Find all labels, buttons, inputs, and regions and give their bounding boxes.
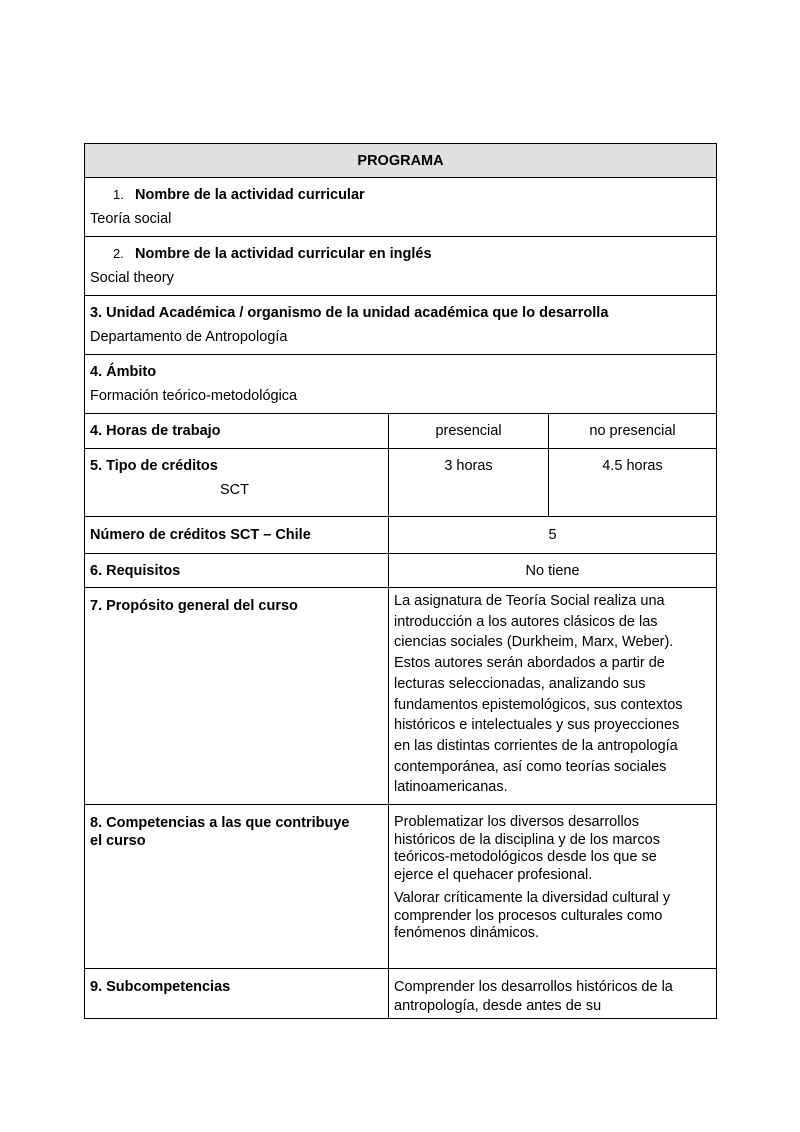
credits-type-label: 5. Tipo de créditos <box>90 458 218 474</box>
competency-line: Valorar críticamente la diversidad cultural y <box>394 890 671 906</box>
competency-line: Problematizar los diversos desarrollos <box>394 814 639 830</box>
section-2-heading <box>90 237 711 263</box>
purpose-row <box>85 588 717 805</box>
section-4-title: 4. Ámbito <box>90 364 157 380</box>
hours-row <box>85 414 717 449</box>
purpose-line: latinoamericanas. <box>394 779 508 796</box>
purpose-text <box>389 588 717 805</box>
section-1-heading <box>90 178 711 204</box>
requirements-label: 6. Requisitos <box>85 554 389 588</box>
program-title: PROGRAMA <box>85 144 717 178</box>
purpose-label: 7. Propósito general del curso <box>85 588 389 805</box>
section-1-row <box>85 178 717 237</box>
requirements-row <box>85 554 717 588</box>
credits-type-row <box>85 449 717 517</box>
purpose-line: ciencias sociales (Durkheim, Marx, Weber). <box>394 634 674 651</box>
section-2-number: 2. <box>113 246 124 261</box>
competency-line: ejerce el quehacer profesional. <box>394 866 593 883</box>
program-document <box>84 143 716 1019</box>
competencies-text <box>389 805 717 969</box>
section-3-row <box>85 296 717 355</box>
credits-number-row <box>85 517 717 554</box>
competencies-label <box>85 805 389 969</box>
purpose-line: en las distintas corrientes de la antropología <box>394 737 678 754</box>
section-3-value: Departamento de Antropología <box>90 329 288 345</box>
section-2-title: Nombre de la actividad curricular en inglés <box>135 246 432 262</box>
purpose-line: La asignatura de Teoría Social realiza una <box>394 593 665 609</box>
competency-line: teóricos-metodológicos desde los que se <box>394 849 657 865</box>
subcompetencies-line: antropología, desde antes de su <box>394 998 602 1014</box>
purpose-line: Estos autores serán abordados a partir de <box>394 655 665 672</box>
credits-presencial-value: 3 horas <box>389 449 549 517</box>
hours-no-presencial-header: no presencial <box>549 414 717 449</box>
section-4-row <box>85 355 717 414</box>
hours-label: 4. Horas de trabajo <box>85 414 389 449</box>
section-4-value: Formación teórico-metodológica <box>90 388 298 404</box>
competencies-row <box>85 805 717 969</box>
competency-item <box>394 805 711 884</box>
section-1-value: Teoría social <box>90 211 172 227</box>
purpose-line: introducción a los autores clásicos de las <box>394 613 658 630</box>
section-1-title: Nombre de la actividad curricular <box>135 187 365 203</box>
purpose-line: históricos e intelectuales y sus proyecciones <box>394 717 680 734</box>
competency-line: comprender los procesos culturales como <box>394 907 663 924</box>
subcompetencies-label: 9. Subcompetencias <box>85 969 389 1019</box>
competency-line: históricos de la disciplina y de los marcos <box>394 831 660 848</box>
subcompetencies-text <box>389 969 717 1019</box>
requirements-value: No tiene <box>389 554 717 588</box>
program-table <box>84 143 717 1019</box>
section-2-row <box>85 237 717 296</box>
purpose-line: contemporánea, así como teorías sociales <box>394 758 667 775</box>
competencies-label-line: el curso <box>90 833 146 849</box>
purpose-line: lecturas seleccionadas, analizando sus <box>394 675 646 692</box>
credits-no-presencial-value: 4.5 horas <box>549 449 717 517</box>
credits-type-sublabel: SCT <box>220 482 249 498</box>
header-row <box>85 144 717 178</box>
subcompetencies-row <box>85 969 717 1019</box>
credits-number-value: 5 <box>389 517 717 554</box>
section-1-number: 1. <box>113 187 124 202</box>
competency-line: fenómenos dinámicos. <box>394 925 540 941</box>
competency-item <box>394 890 711 943</box>
hours-presencial-header: presencial <box>389 414 549 449</box>
section-2-value: Social theory <box>90 270 174 286</box>
competencies-label-line: 8. Competencias a las que contribuye <box>90 815 350 831</box>
purpose-line: fundamentos epistemológicos, sus contextos <box>394 696 683 713</box>
subcompetencies-line: Comprender los desarrollos históricos de la <box>394 979 673 995</box>
credits-number-label: Número de créditos SCT – Chile <box>85 517 389 554</box>
section-3-title: 3. Unidad Académica / organismo de la unidad académica que lo desarrolla <box>90 305 609 321</box>
